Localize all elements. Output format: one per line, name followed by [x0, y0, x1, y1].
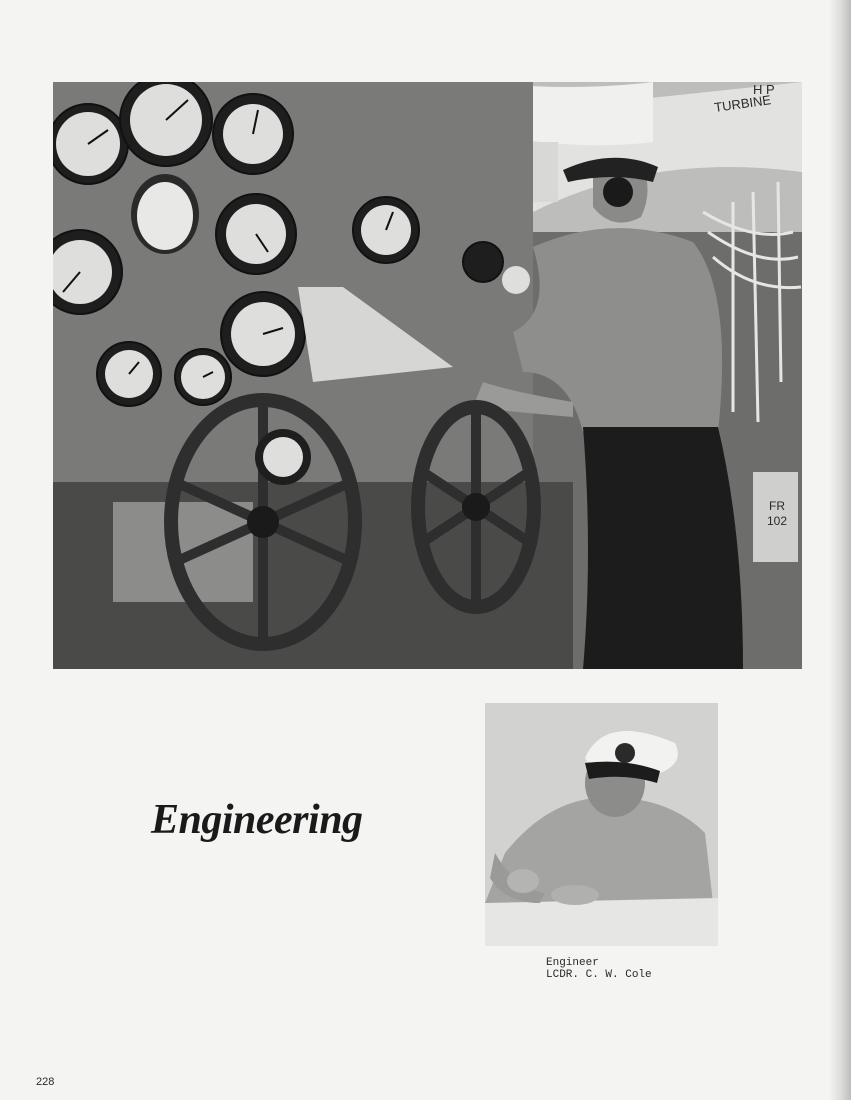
portrait-caption [546, 957, 652, 981]
page-number: 228 [36, 1076, 55, 1088]
section-title: Engineering [151, 797, 363, 843]
hp-label: H P [753, 82, 775, 97]
frame-label-line2: 102 [767, 514, 788, 528]
engineer-portrait-photo [485, 703, 718, 946]
caption-role: Engineer [546, 957, 599, 969]
turbine-label: TURBINE [713, 92, 772, 115]
frame-label-line1: FR [769, 499, 785, 513]
page-edge-shadow [829, 0, 851, 1100]
engine-room-photo [53, 82, 802, 669]
caption-name: LCDR. C. W. Cole [546, 969, 652, 981]
